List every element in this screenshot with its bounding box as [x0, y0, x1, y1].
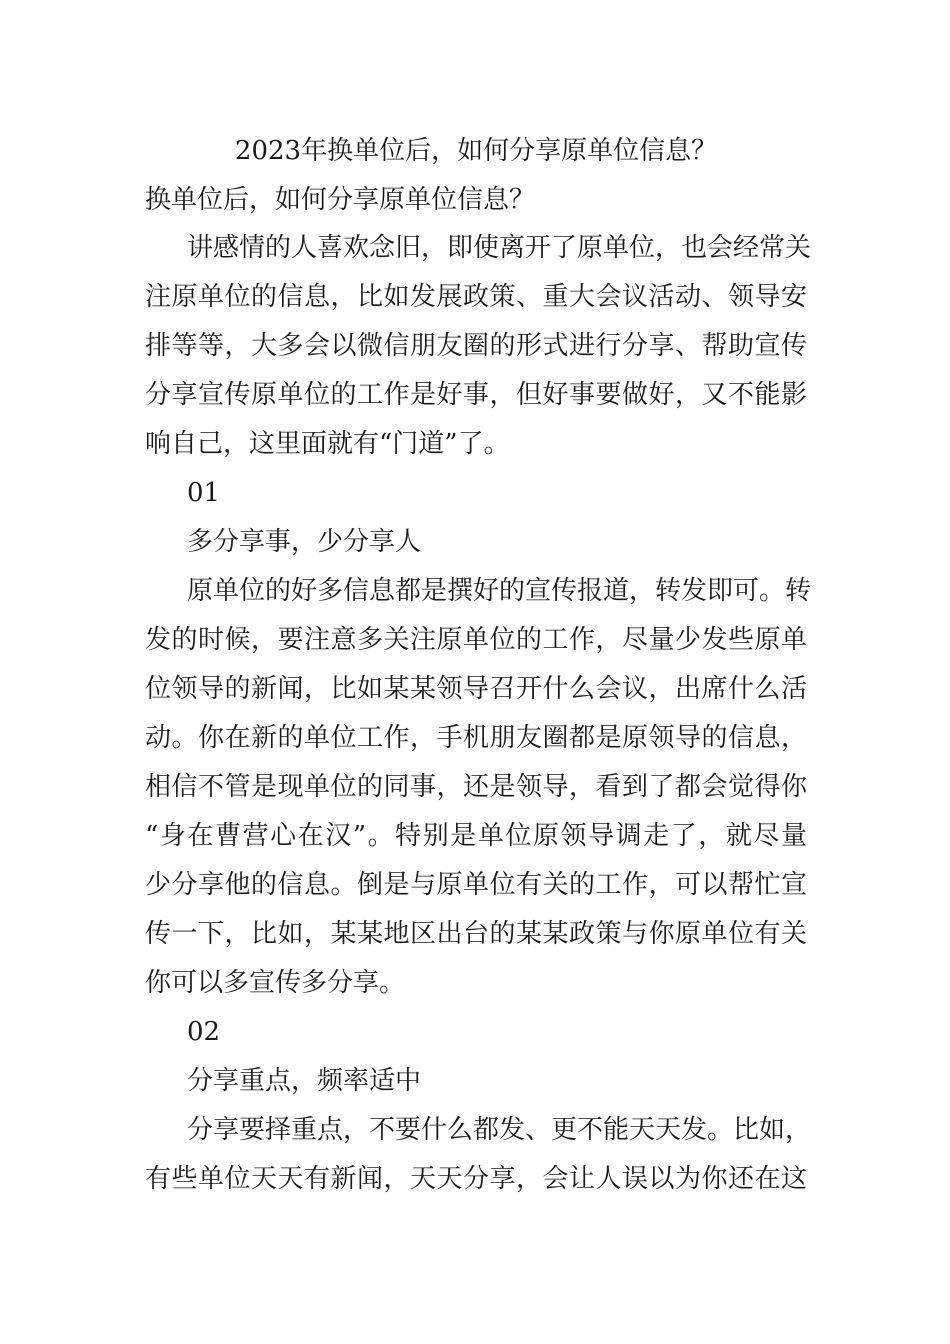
- intro-paragraph: [145, 224, 812, 469]
- paragraph-line: 相信不管是现单位的同事，还是领导，看到了都会觉得你: [145, 772, 807, 802]
- paragraph-line: “身在曹营心在汉”。特别是单位原领导调走了，就尽量: [145, 821, 807, 851]
- document-body: [145, 126, 812, 1204]
- paragraph-line: 少分享他的信息。倒是与原单位有关的工作，可以帮忙宣: [145, 870, 807, 900]
- section-number: 02: [187, 1017, 221, 1047]
- paragraph-line: 有些单位天天有新闻，天天分享，会让人误以为你还在这: [145, 1164, 807, 1194]
- paragraph-line: 位领导的新闻，比如某某领导召开什么会议，出席什么活: [145, 674, 807, 704]
- section-heading: 分享重点，频率适中: [187, 1066, 422, 1096]
- paragraph-line: 发的时候，要注意多关注原单位的工作，尽量少发些原单: [145, 625, 807, 655]
- document-subtitle: 换单位后，如何分享原单位信息？: [145, 185, 536, 215]
- section-number: 01: [187, 478, 221, 508]
- paragraph-line: 分享要择重点，不要什么都发、更不能天天发。比如，: [187, 1115, 812, 1145]
- document-title: 2023年换单位后，如何分享原单位信息？: [234, 136, 718, 166]
- paragraph-line: 你可以多宣传多分享。: [145, 968, 406, 998]
- section-2-paragraph: [145, 1106, 812, 1204]
- section-heading: 多分享事，少分享人: [187, 527, 422, 557]
- paragraph-line: 响自己，这里面就有“门道”了。: [145, 429, 510, 459]
- section-1-paragraph: [145, 567, 812, 1008]
- paragraph-line: 原单位的好多信息都是撰好的宣传报道，转发即可。转: [187, 576, 812, 606]
- paragraph-line: 传一下，比如，某某地区出台的某某政策与你原单位有关: [145, 919, 807, 949]
- paragraph-line: 注原单位的信息，比如发展政策、重大会议活动、领导安: [145, 282, 807, 312]
- paragraph-line: 排等等，大多会以微信朋友圈的形式进行分享、帮助宣传: [145, 331, 807, 361]
- paragraph-line: 动。你在新的单位工作，手机朋友圈都是原领导的信息，: [145, 723, 807, 753]
- paragraph-line: 分享宣传原单位的工作是好事，但好事要做好，又不能影: [145, 380, 807, 410]
- paragraph-line: 讲感情的人喜欢念旧，即使离开了原单位，也会经常关: [187, 233, 812, 263]
